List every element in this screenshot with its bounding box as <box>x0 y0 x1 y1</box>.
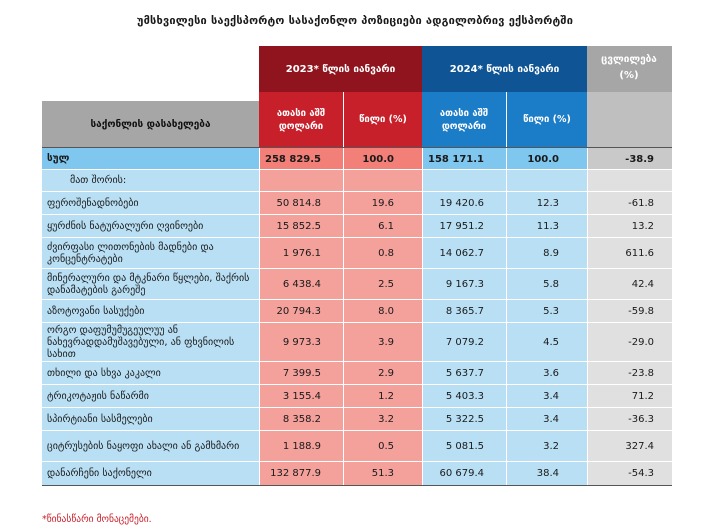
change-value: -38.9 <box>587 148 672 170</box>
share-2024: 4.5 <box>506 323 587 362</box>
value-2024: 5 637.7 <box>422 362 506 385</box>
change-value: 13.2 <box>587 215 672 238</box>
change-value: -29.0 <box>587 323 672 362</box>
header-2023-share: წილი (%) <box>343 92 422 147</box>
value-2024: 5 322.5 <box>422 408 506 431</box>
value-2024: 5 403.3 <box>422 385 506 408</box>
header-2023-label: 2023* წლის იანვარი <box>259 46 422 92</box>
share-2024: 12.3 <box>506 192 587 215</box>
share-2023: 51.3 <box>343 462 422 485</box>
value-2023: 8 358.2 <box>259 408 343 431</box>
share-2024: 8.9 <box>506 238 587 269</box>
share-2023 <box>343 170 422 192</box>
change-value: 327.4 <box>587 431 672 462</box>
total-row <box>42 147 672 171</box>
value-2023: 7 399.5 <box>259 362 343 385</box>
share-2023: 3.2 <box>343 408 422 431</box>
value-2024: 9 167.3 <box>422 269 506 300</box>
change-value: 42.4 <box>587 269 672 300</box>
value-2024: 5 081.5 <box>422 431 506 462</box>
value-2024: 158 171.1 <box>422 148 506 170</box>
share-2024 <box>506 170 587 192</box>
header-2023-value: ათასი აშშ დოლარი <box>259 92 343 147</box>
header-2024-value: ათასი აშშ დოლარი <box>422 92 506 147</box>
table-row <box>42 237 672 269</box>
change-value: -61.8 <box>587 192 672 215</box>
value-2023: 1 188.9 <box>259 431 343 462</box>
share-2024: 100.0 <box>506 148 587 170</box>
share-2023: 6.1 <box>343 215 422 238</box>
row-label: მინერალური და მტკნარი წყლები, შაქრის დანამატების გარეშე <box>42 269 259 300</box>
value-2024: 8 365.7 <box>422 300 506 323</box>
share-2023: 0.5 <box>343 431 422 462</box>
row-label: ფეროშენადნობები <box>42 192 259 215</box>
change-value: -59.8 <box>587 300 672 323</box>
value-2024 <box>422 170 506 192</box>
header-2024-label: 2024* წლის იანვარი <box>422 46 587 92</box>
change-value: 71.2 <box>587 385 672 408</box>
value-2024: 7 079.2 <box>422 323 506 362</box>
change-value: -23.8 <box>587 362 672 385</box>
share-2024: 5.8 <box>506 269 587 300</box>
header-2024-share: წილი (%) <box>506 92 587 147</box>
share-2023: 2.9 <box>343 362 422 385</box>
table-row <box>42 169 672 192</box>
table-row <box>42 299 672 323</box>
value-2023: 50 814.8 <box>259 192 343 215</box>
value-2023: 258 829.5 <box>259 148 343 170</box>
share-2023: 8.0 <box>343 300 422 323</box>
share-2023: 3.9 <box>343 323 422 362</box>
footnote: *წინასწარი მონაცემები. <box>42 514 152 525</box>
row-label: ციტრუსების ნაყოფი ახალი ან გამხმარი <box>42 431 259 462</box>
row-label: სპირტიანი სასმელები <box>42 408 259 431</box>
value-2024: 17 951.2 <box>422 215 506 238</box>
change-value: -54.3 <box>587 462 672 485</box>
row-label: მათ შორის: <box>42 170 259 192</box>
row-label: თხილი და სხვა კაკალი <box>42 362 259 385</box>
table-row <box>42 361 672 385</box>
share-2023: 19.6 <box>343 192 422 215</box>
share-2024: 3.6 <box>506 362 587 385</box>
row-label: ძვირფასი ლითონების მადნები და კონცენტრატები <box>42 238 259 269</box>
share-2024: 3.4 <box>506 385 587 408</box>
share-2024: 3.2 <box>506 431 587 462</box>
value-2024: 60 679.4 <box>422 462 506 485</box>
header-change-lower <box>587 92 672 147</box>
value-2024: 19 420.6 <box>422 192 506 215</box>
share-2023: 100.0 <box>343 148 422 170</box>
value-2023: 9 973.3 <box>259 323 343 362</box>
table-row <box>42 191 672 215</box>
header-change-label: ცვლილება (%) <box>601 54 657 81</box>
share-2023: 1.2 <box>343 385 422 408</box>
change-value: 611.6 <box>587 238 672 269</box>
header-2023 <box>259 46 422 147</box>
value-2023: 132 877.9 <box>259 462 343 485</box>
share-2024: 3.4 <box>506 408 587 431</box>
table-row <box>42 322 672 362</box>
value-2023: 1 976.1 <box>259 238 343 269</box>
value-2024: 14 062.7 <box>422 238 506 269</box>
header-2024 <box>422 46 587 147</box>
row-label: ყურძნის ნატურალური ღვინოები <box>42 215 259 238</box>
row-label: ტრიკოტაჟის ნაწარმი <box>42 385 259 408</box>
change-value: -36.3 <box>587 408 672 431</box>
share-2023: 2.5 <box>343 269 422 300</box>
table-row <box>42 268 672 300</box>
value-2023: 15 852.5 <box>259 215 343 238</box>
row-label: დანარჩენი საქონელი <box>42 462 259 485</box>
row-label: ორგო დაფუმუმუგეულუუ ან ნახევრადდამუშავებული, ან ფხვნილის სახით <box>42 323 259 362</box>
table-row <box>42 384 672 408</box>
row-label: სულ <box>42 148 259 170</box>
change-value <box>587 170 672 192</box>
row-label: აზოტოვანი სასუქები <box>42 300 259 323</box>
value-2023: 3 155.4 <box>259 385 343 408</box>
value-2023: 6 438.4 <box>259 269 343 300</box>
table-title: უმსხვილესი საექსპორტო სასაქონლო პოზიციები ადგილობრივ ექსპორტში <box>136 14 574 27</box>
table-row <box>42 214 672 238</box>
table-row <box>42 430 672 462</box>
table-row <box>42 407 672 431</box>
value-2023: 20 794.3 <box>259 300 343 323</box>
header-category: საქონლის დასახელება <box>42 101 259 147</box>
share-2023: 0.8 <box>343 238 422 269</box>
table-row <box>42 461 672 486</box>
share-2024: 38.4 <box>506 462 587 485</box>
share-2024: 5.3 <box>506 300 587 323</box>
value-2023 <box>259 170 343 192</box>
share-2024: 11.3 <box>506 215 587 238</box>
